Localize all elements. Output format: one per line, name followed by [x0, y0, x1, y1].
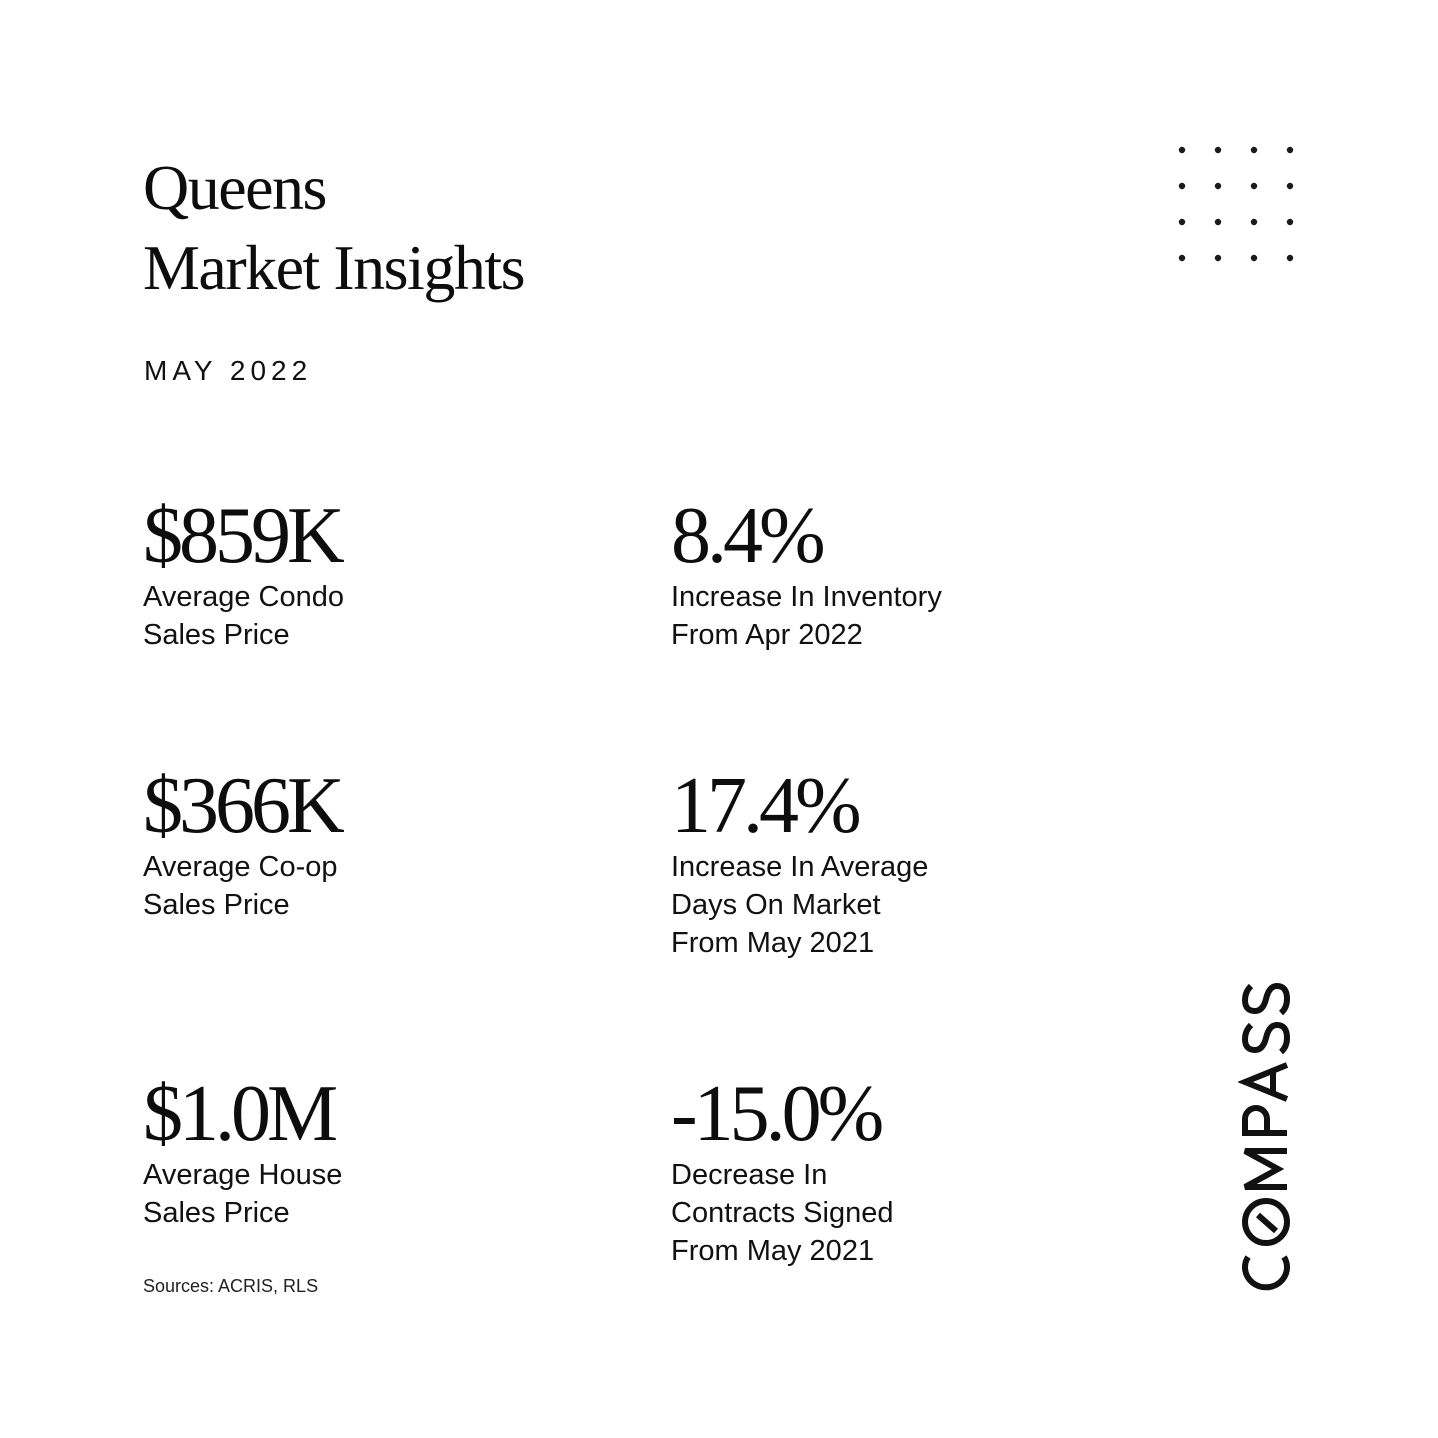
- stat-days-on-market: [671, 764, 1091, 962]
- stat-value: $859K: [143, 492, 341, 580]
- stat-value: $366K: [143, 762, 341, 850]
- stat-label: Increase In Average Days On Market From May 2021: [671, 851, 929, 959]
- stat-avg-condo-price: [143, 494, 563, 654]
- stat-contracts-signed: [671, 1072, 1091, 1270]
- compass-logo-icon: [1238, 955, 1294, 1295]
- report-date: MAY 2022: [144, 355, 313, 386]
- stat-label: Average Condo Sales Price: [143, 581, 345, 651]
- stat-avg-house-price: [143, 1072, 563, 1232]
- sources-note: Sources: ACRIS, RLS: [143, 1276, 319, 1296]
- title-line-2: Market Insights: [143, 232, 524, 303]
- stat-label: Average Co-op Sales Price: [143, 851, 338, 921]
- dot-grid-decoration-icon: [1176, 144, 1300, 268]
- stat-value: 8.4%: [671, 492, 822, 580]
- stat-value: 17.4%: [671, 762, 858, 850]
- stat-label: Increase In Inventory From Apr 2022: [671, 581, 942, 651]
- stat-avg-coop-price: [143, 764, 563, 924]
- stat-label: Average House Sales Price: [143, 1159, 343, 1229]
- stat-value: $1.0M: [143, 1070, 335, 1158]
- stat-inventory-increase: [671, 494, 1091, 654]
- stat-value: -15.0%: [671, 1070, 881, 1158]
- stat-label: Decrease In Contracts Signed From May 2021: [671, 1159, 894, 1267]
- page-title: [143, 148, 524, 308]
- title-line-1: Queens: [143, 152, 326, 223]
